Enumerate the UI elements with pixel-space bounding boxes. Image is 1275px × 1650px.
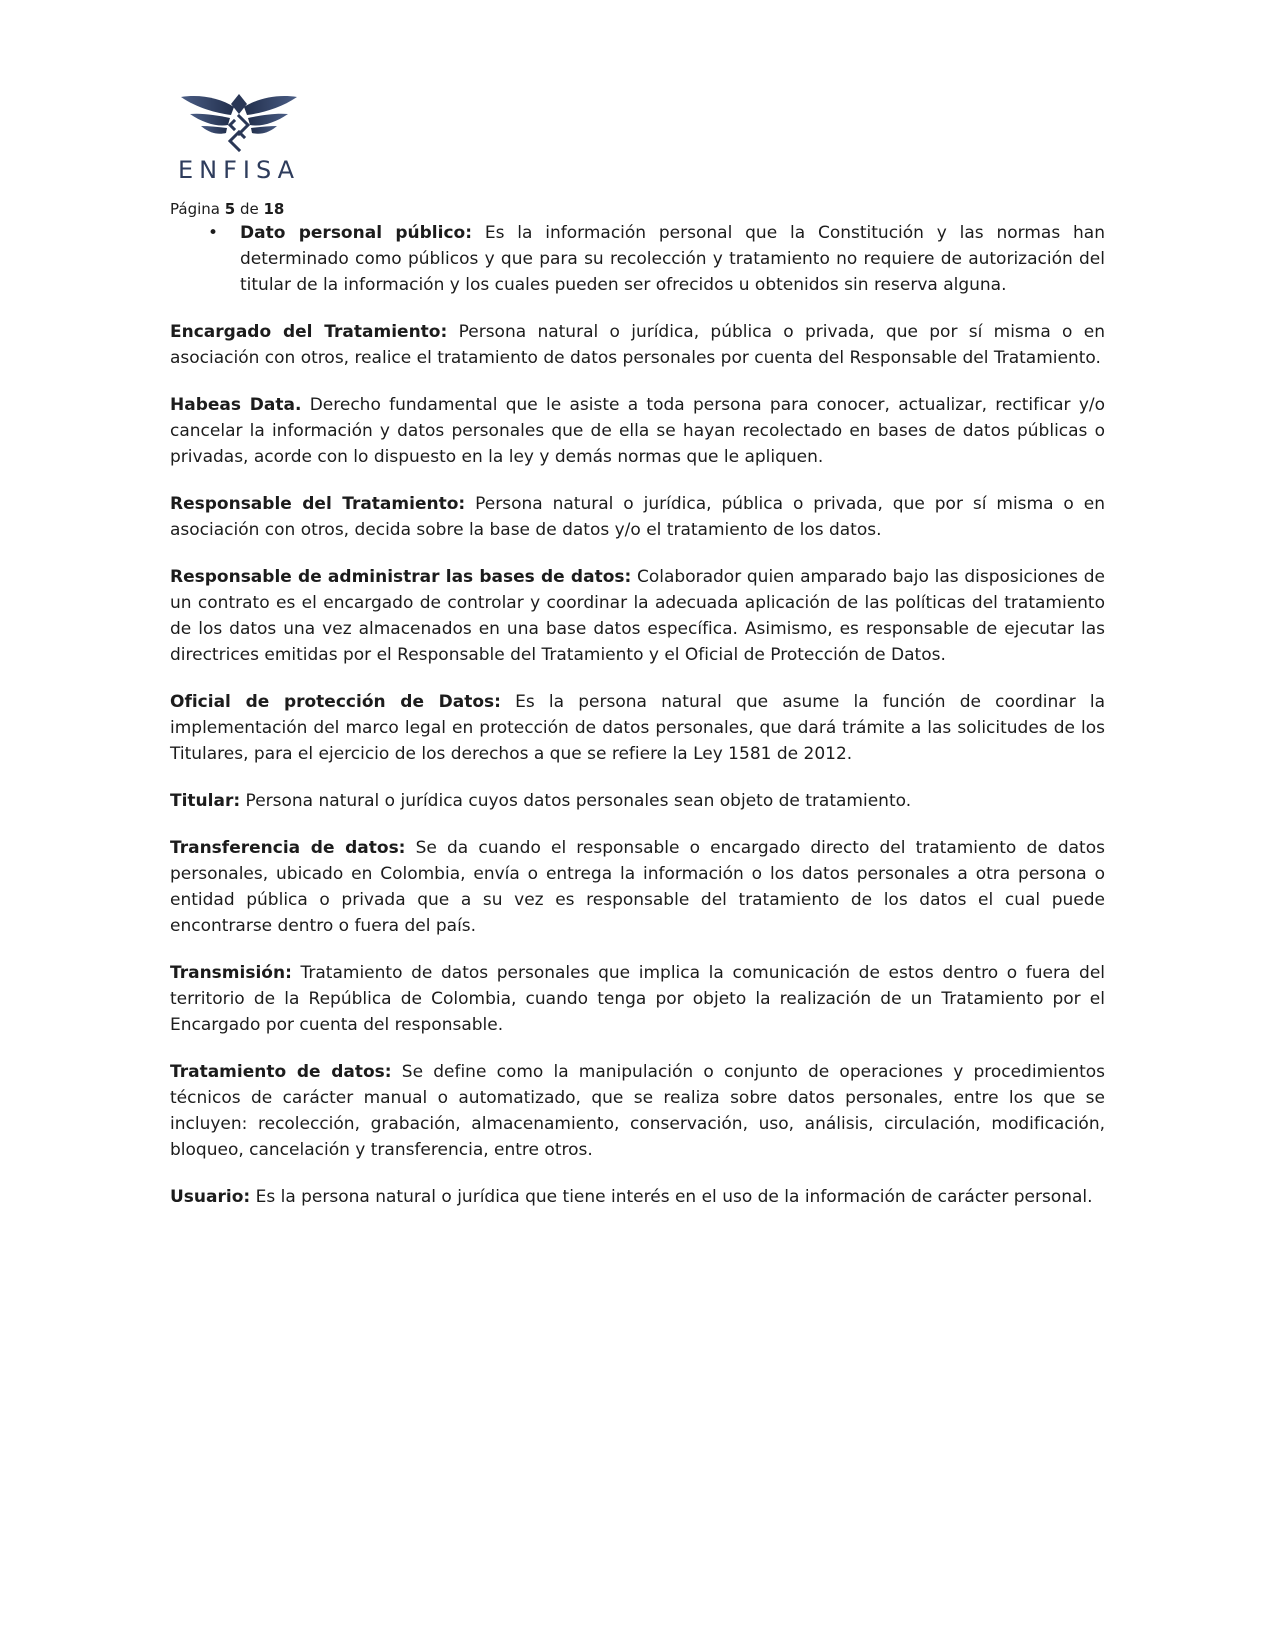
term-label: Encargado del Tratamiento: [170,322,448,342]
document-body [170,220,1105,1210]
definition-paragraph [170,1059,1105,1163]
term-label: Dato personal público: [240,223,473,243]
term-label: Transmisión: [170,963,292,983]
definition-paragraph [170,689,1105,767]
definition-text: Persona natural o jurídica, pública o privada, que por sí misma o en asociación con otros, decida sobre la base de datos y/o el tratamiento de los datos. [170,494,1105,540]
definition-text: Persona natural o jurídica, pública o privada, que por sí misma o en asociación con otros, realice el tratamiento de datos personales por cuenta del Responsable del Tratamiento. [170,322,1105,368]
definition-text: Es la información personal que la Constitución y las normas han determinado como públicos y que para su recolección y tratamiento no requiere de autorización del titular de la información y los cuales pueden ser ofrecidos u obtenidos sin reserva alguna. [240,223,1105,295]
definition-text: Tratamiento de datos personales que implica la comunicación de estos dentro o fuera del territorio de la República de Colombia, cuando tenga por objeto la realización de un Tratamiento por el Encargado por cuenta del responsable. [170,963,1105,1035]
definition-text: Derecho fundamental que le asiste a toda persona para conocer, actualizar, rectificar y/o cancelar la información y datos personales que de ella se hayan recolectado en bases de datos públicas o privadas, acorde con lo dispuesto en la ley y demás normas que le apliquen. [170,395,1106,467]
definition-text: Es la persona natural o jurídica que tiene interés en el uso de la información de carácter personal. [255,1187,1093,1207]
term-label: Responsable de administrar las bases de datos: [170,567,632,587]
page-indicator [170,200,1105,218]
definition-text: Se define como la manipulación o conjunto de operaciones y procedimientos técnicos de carácter manual o automatizado, que se realiza sobre datos personales, entre los que se incluyen: recolección, grabación, almacenamiento, conservación, uso, análisis, circulación, modificación, bloqueo, cancelación y transferencia, entre otros. [170,1062,1106,1160]
bullet-list-item [170,220,1105,298]
definition-paragraph [170,491,1105,543]
term-label: Transferencia de datos: [170,838,406,858]
term-label: Oficial de protección de Datos: [170,692,501,712]
term-label: Responsable del Tratamiento: [170,494,466,514]
winged-emblem-icon [178,92,308,154]
page-total-number: 18 [263,200,285,218]
definition-paragraph [170,1184,1105,1210]
definition-paragraph [170,960,1105,1038]
definition-paragraph [170,788,1105,814]
definition-paragraph [170,392,1105,470]
definition-paragraph [170,835,1105,939]
page-current-number: 5 [224,200,236,218]
definition-text: Persona natural o jurídica cuyos datos personales sean objeto de tratamiento. [245,791,912,811]
definition-paragraph [170,319,1105,371]
page-indicator-separator: de [239,200,259,218]
logo-wordmark: ENFISA [178,156,301,184]
term-label: Habeas Data. [170,395,302,415]
definition-text: Se da cuando el responsable o encargado directo del tratamiento de datos personales, ubicado en Colombia, envía o entrega la información o los datos personales a otra persona o entidad pública o privada que a su vez es responsable del tratamiento de los datos el cual puede encontrarse dentro o fuera del país. [170,838,1105,936]
page-indicator-label: Página [170,200,220,218]
bullet-icon: • [208,223,219,243]
definition-paragraph [170,564,1105,668]
term-label: Tratamiento de datos: [170,1062,392,1082]
term-label: Titular: [170,791,241,811]
definition-text: Colaborador quien amparado bajo las disposiciones de un contrato es el encargado de controlar y coordinar la adecuada aplicación de las políticas del tratamiento de los datos una vez almacenados en una base datos específica. Asimismo, es responsable de ejecutar las directrices emitidas por el Responsable del Tratamiento y el Oficial de Protección de Datos. [170,567,1105,665]
term-label: Usuario: [170,1187,251,1207]
definition-text: Es la persona natural que asume la función de coordinar la implementación del marco legal en protección de datos personales, que dará trámite a las solicitudes de los Titulares, para el ejercicio de los derechos a que se refiere la Ley 1581 de 2012. [170,692,1105,764]
enfisa-logo [178,92,308,184]
